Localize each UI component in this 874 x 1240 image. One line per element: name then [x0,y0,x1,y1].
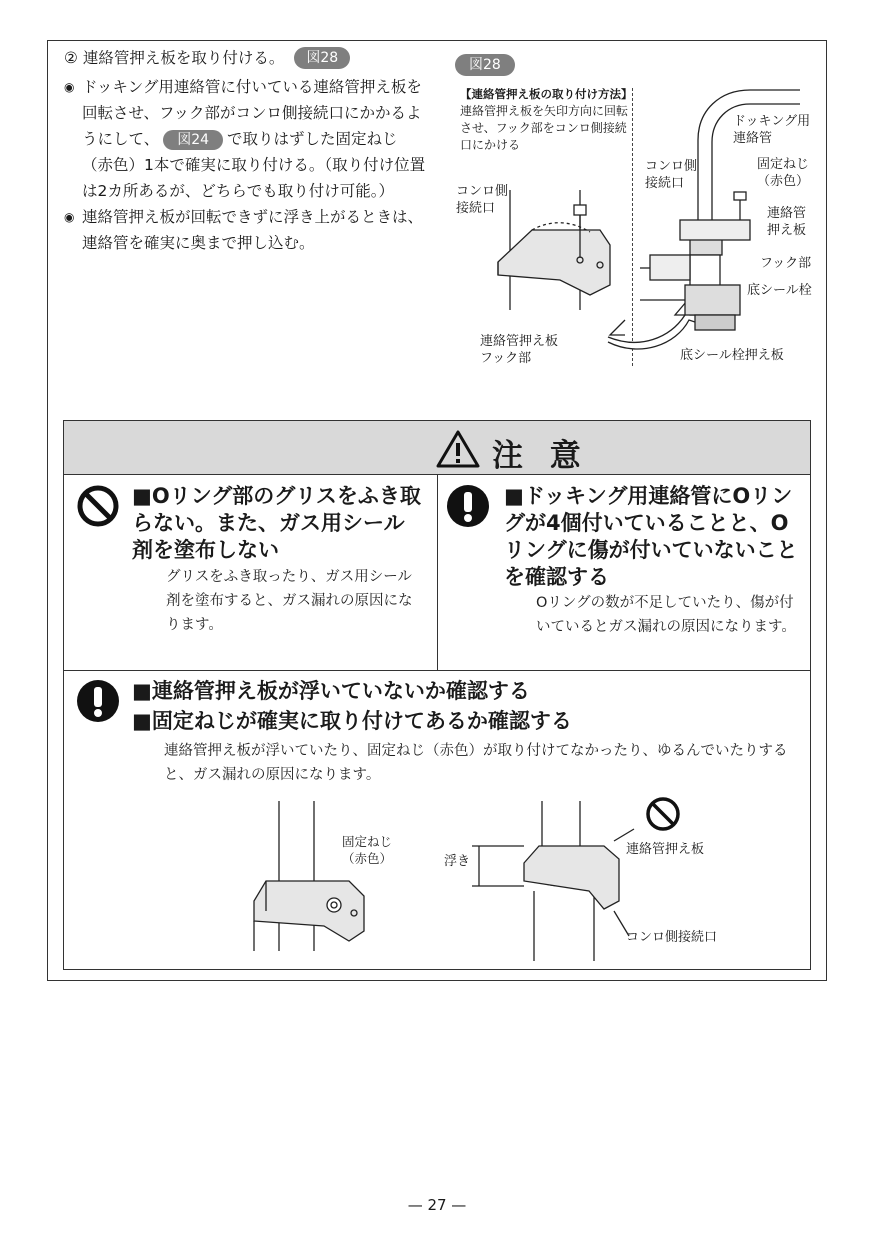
caution-header [64,421,810,475]
instruction-bullets [64,74,426,256]
prohibition-icon [76,484,120,528]
caution-title: 注 意 [492,438,589,474]
label-float: 浮き [444,854,471,869]
label-konro-right: コンロ側 接続口 [645,159,698,191]
step-title [64,46,350,69]
caution-bottom-heading-2: ■固定ねじが確実に取り付けてあるか確認する [132,709,572,733]
caution-right-body: Oリングの数が不足していたり、傷が付いているとガス漏れの原因になります。 [536,595,796,635]
caution-left-heading: ■Oリング部のグリスをふき取らない。また、ガス用シール剤を塗布しない [132,484,421,562]
label-connecting-plate: 連絡管押え板 [626,842,705,857]
method-text: 連絡管押え板を矢印方向に回転させ、フック部をコンロ側接続口にかける [460,104,629,152]
label-screw-right: 固定ねじ （赤色） [757,157,810,189]
label-hook-right: フック部 [760,256,812,271]
label-plate-right: 連絡管 押え板 [767,206,807,238]
bullet-text: ドッキング用連絡管に付いている連絡管押え板を回転させ、フック部がコンロ側接続口にかかるようにして、 [82,78,422,148]
caution-divider-vertical [437,475,438,670]
caution-bottom-heading-1: ■連絡管押え板が浮いていないか確認する [132,679,530,703]
figure-badge: 図28 [455,54,515,76]
method-title: 【連絡管押え板の取り付け方法】 [460,87,633,101]
caution-divider-horizontal [64,670,810,671]
figure-ref-badge: 図28 [294,47,350,69]
label-konro-connection: コンロ側接続口 [626,930,718,945]
label-seal-plug: 底シール栓 [747,283,812,298]
bullet-item [64,74,426,204]
label-konro-left: コンロ側 接続口 [456,184,509,216]
warning-triangle-icon [435,429,481,469]
bullet-text: 連絡管押え板が回転できずに浮き上がるときは、連絡管を確実に奥まで押し込む。 [82,208,424,252]
bullet-mark-icon: ◉ [64,80,75,94]
caution-right-heading: ■ドッキング用連絡管にOリングが4個付いていることと、Oリングに傷が付いていないことを確認する [504,484,798,589]
label-hook-left: 連絡管押え板 フック部 [480,334,559,366]
figure-ref-badge: 図24 [163,130,223,150]
mandatory-icon [446,484,490,528]
bullet-mark-icon: ◉ [64,210,75,224]
label-seal-plate: 底シール栓押え板 [680,348,784,363]
label-docking-pipe: ドッキング用 連絡管 [733,114,811,146]
caution-bottom-body: 連絡管押え板が浮いていたり、固定ねじ（赤色）が取り付けてなかったり、ゆるんでいたりすると、ガス漏れの原因になります。 [164,743,788,783]
mandatory-icon [76,679,120,723]
step-title-text: ② 連絡管押え板を取り付ける。 [64,49,285,67]
page-number: — 27 — [407,1196,467,1214]
bullet-text: で取りはずした固定ねじ（赤色）1本で確実に取り付ける。（取り付け位置は2カ所あるが、どちらでも取り付け可能。） [82,130,426,200]
label-fixing-screw: 固定ねじ （赤色） [342,834,393,866]
bullet-item [64,204,426,256]
caution-left-body: グリスをふき取ったり、ガス用シール剤を塗布すると、ガス漏れの原因になります。 [166,569,413,633]
caution-box [63,420,811,970]
correct-install-drawing [244,801,374,961]
